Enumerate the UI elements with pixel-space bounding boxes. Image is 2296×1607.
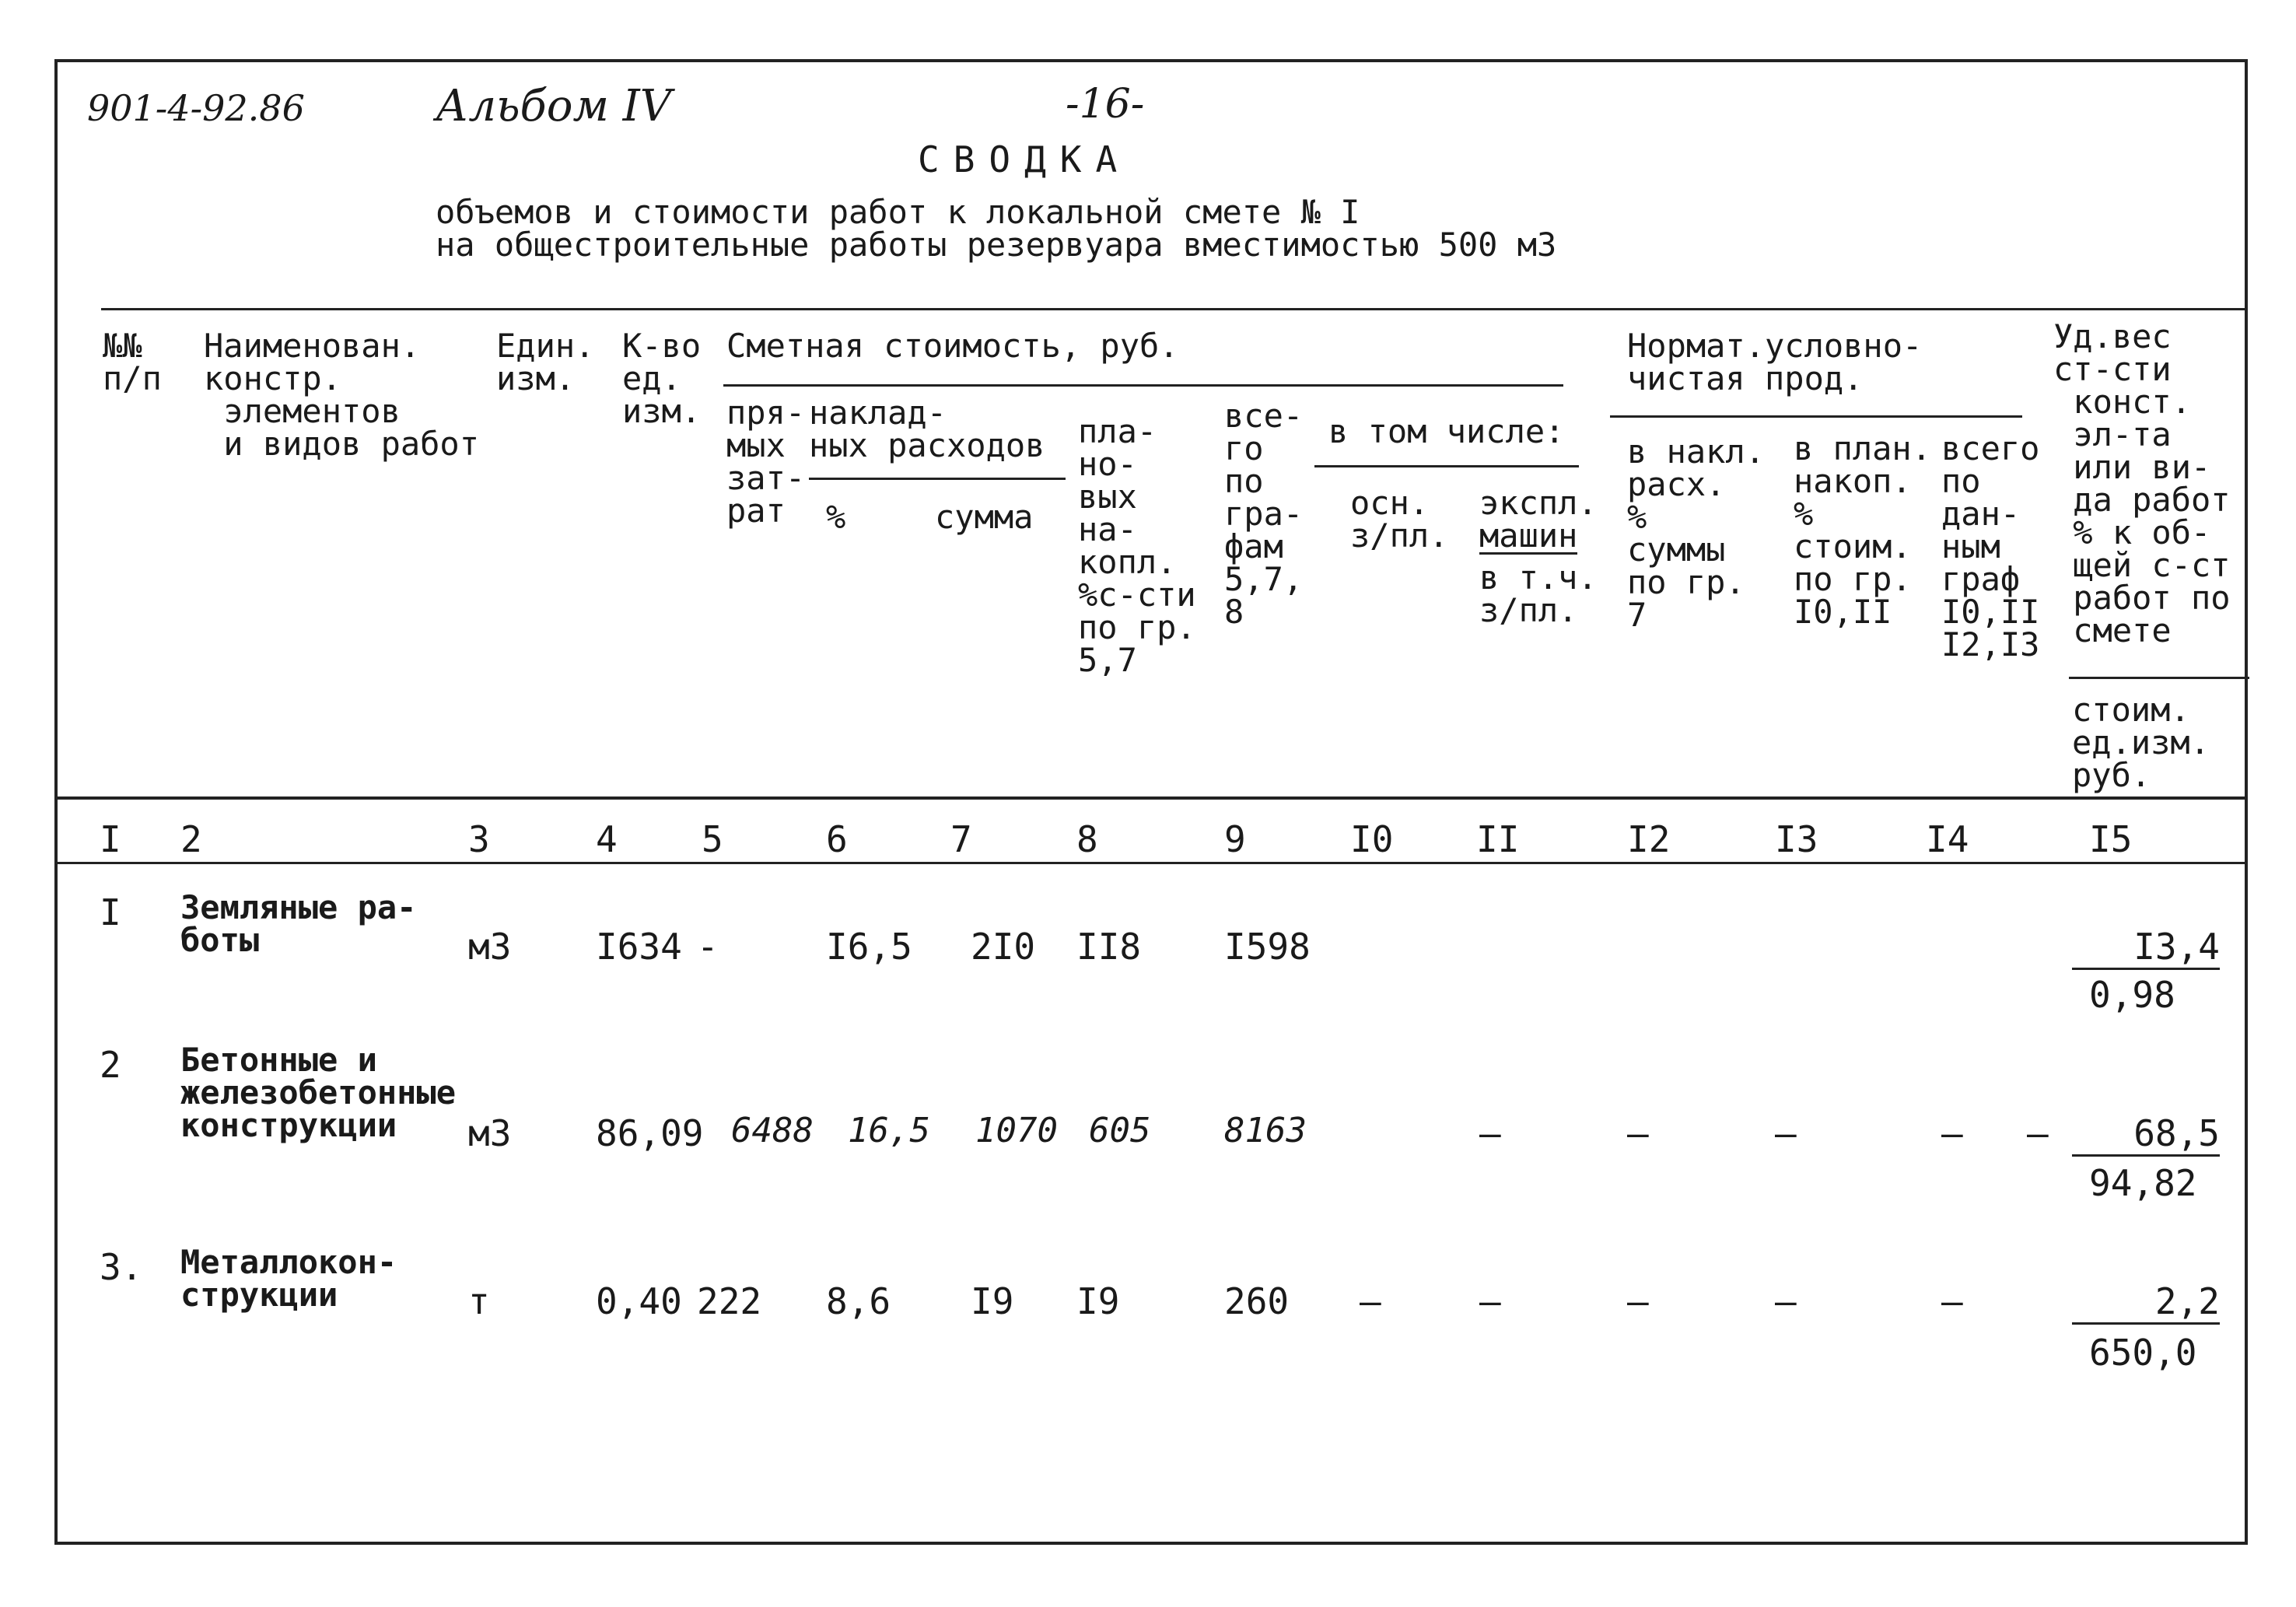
overhead-group-rule [809,478,1066,480]
row3-planned: I9 [1076,1280,1120,1322]
header-wages: осн. з/пл. [1350,484,1449,555]
colnum-6: 6 [826,818,848,860]
row1-unit-cost: 0,98 [2089,974,2175,1016]
colnum-7: 7 [950,818,972,860]
header-quantity: К-во ед. изм. [622,327,702,430]
cost-group-rule [723,384,1563,387]
header-overhead-pct: % [826,498,846,536]
colnum-13: I3 [1775,818,1818,860]
row2-planned: 605 [1089,1111,1151,1150]
colnum-2: 2 [180,818,202,860]
row1-overhead-sum: 2I0 [971,926,1036,968]
header-cost-group: Сметная стоимость, руб. [726,327,1179,365]
page-number: -16- [1066,81,1145,128]
row3-wages: – [1360,1280,1381,1322]
header-norm-total: всего по дан- ным граф I0,II I2,I3 [1941,429,2040,663]
row3-norm-overhead: – [1627,1280,1649,1322]
colnum-8: 8 [1076,818,1098,860]
row3-total: 260 [1224,1280,1290,1322]
header-bottom-rule [54,796,2248,800]
colnum-12: I2 [1627,818,1671,860]
header-machines-2: машин [1479,516,1578,555]
colnum-14: I4 [1926,818,1969,860]
doc-subtitle-1: объемов и стоимости работ к локальной смете № I [436,193,1360,231]
header-planned: пла- но- вых на- копл. %с-сти по гр. 5,7 [1078,412,1196,679]
header-machines-1: экспл. [1479,484,1598,522]
row3-machines: – [1479,1280,1501,1322]
row3-name: Металлокон- струкции [180,1243,397,1314]
header-overhead-sum: сумма [935,498,1034,536]
row2-norm-overhead: – [1627,1112,1649,1154]
incl-group-rule [1314,465,1579,467]
colnum-10: I0 [1350,818,1394,860]
row3-number: 3. [100,1246,143,1288]
header-machines-3: в т.ч. з/пл. [1479,558,1598,629]
header-row-number: №№ п/п [103,327,162,397]
row2-unit-cost: 94,82 [2089,1162,2197,1204]
colnum-15: I5 [2089,818,2133,860]
header-unit-cost: стоим. ед.изм. руб. [2072,691,2210,794]
row3-direct: 222 [697,1280,762,1322]
row3-overhead-sum: I9 [971,1280,1014,1322]
row2-total: 8163 [1224,1111,1307,1150]
header-direct-costs: пря- мых зат- рат [726,394,806,530]
row1-planned: II8 [1076,926,1142,968]
row2-name: Бетонные и железобетонные конструкции [180,1041,457,1144]
row3-overhead-pct: 8,6 [826,1280,891,1322]
row3-norm-total: – [1941,1280,1963,1322]
row1-qty: I634 [596,926,682,968]
colnum-bottom-rule [54,862,2248,864]
header-overhead-2: ных расходов [809,426,1045,464]
row3-unit-cost: 650,0 [2089,1332,2197,1374]
row1-total: I598 [1224,926,1311,968]
row2-weight-pct: 68,5 [2072,1112,2220,1157]
document-code: 901-4-92.86 [87,87,305,129]
row2-number: 2 [100,1044,121,1086]
row3-unit: т [468,1280,490,1322]
header-norm-group: Нормат.условно- чистая прод. [1627,327,1923,397]
doc-subtitle-2: на общестроительные работы резервуара вместимостью 500 м3 [436,226,1557,264]
header-norm-planned: в план. накоп. % стоим. по гр. I0,II [1794,429,1932,631]
row2-overhead-pct: 16,5 [848,1111,930,1150]
header-norm-overhead: в накл. расх. % суммы по гр. 7 [1627,432,1766,634]
row1-number: I [100,891,121,933]
colnum-3: 3 [468,818,490,860]
row2-norm-total: – [1941,1112,1963,1154]
colnum-5: 5 [702,818,723,860]
colnum-9: 9 [1224,818,1246,860]
table-top-rule [101,308,2248,310]
weight-split-rule [2069,677,2249,679]
row1-weight-pct: I3,4 [2072,926,2220,970]
colnum-1: I [100,818,121,860]
colnum-11: II [1476,818,1520,860]
row3-qty: 0,40 [596,1280,682,1322]
row3-weight-pct: 2,2 [2072,1280,2220,1325]
row2-unit: м3 [468,1112,512,1154]
album-label: Альбом IV [436,81,672,131]
row1-unit: м3 [468,926,512,968]
row2-direct: 6488 [731,1111,814,1150]
header-unit: Един. изм. [496,327,595,397]
row2-machines: – [1479,1112,1501,1154]
colnum-4: 4 [596,818,618,860]
row1-overhead-pct: I6,5 [826,926,912,968]
header-incl-group: в том числе: [1328,412,1565,450]
row3-norm-planned: – [1775,1280,1797,1322]
norm-group-rule [1610,415,2022,418]
row2-norm-planned: – [1775,1112,1797,1154]
row2-qty: 86,09 [596,1112,704,1154]
header-name: Наименован. констр. элементов и видов работ [204,327,480,463]
header-total: все- го по гра- фам 5,7, 8 [1224,397,1304,631]
doc-title: СВОДКА [918,138,1132,180]
page-frame [54,59,2248,1545]
header-overhead-1: наклад- [809,394,947,432]
row1-direct: - [697,926,719,968]
row1-name: Земляные ра- боты [180,888,417,959]
header-weight: Уд.вес ст-сти конст. эл-та или ви- да работ % к об- щей с-ст работ по смете [2053,317,2231,649]
row2-overhead-sum: 1070 [975,1111,1058,1150]
